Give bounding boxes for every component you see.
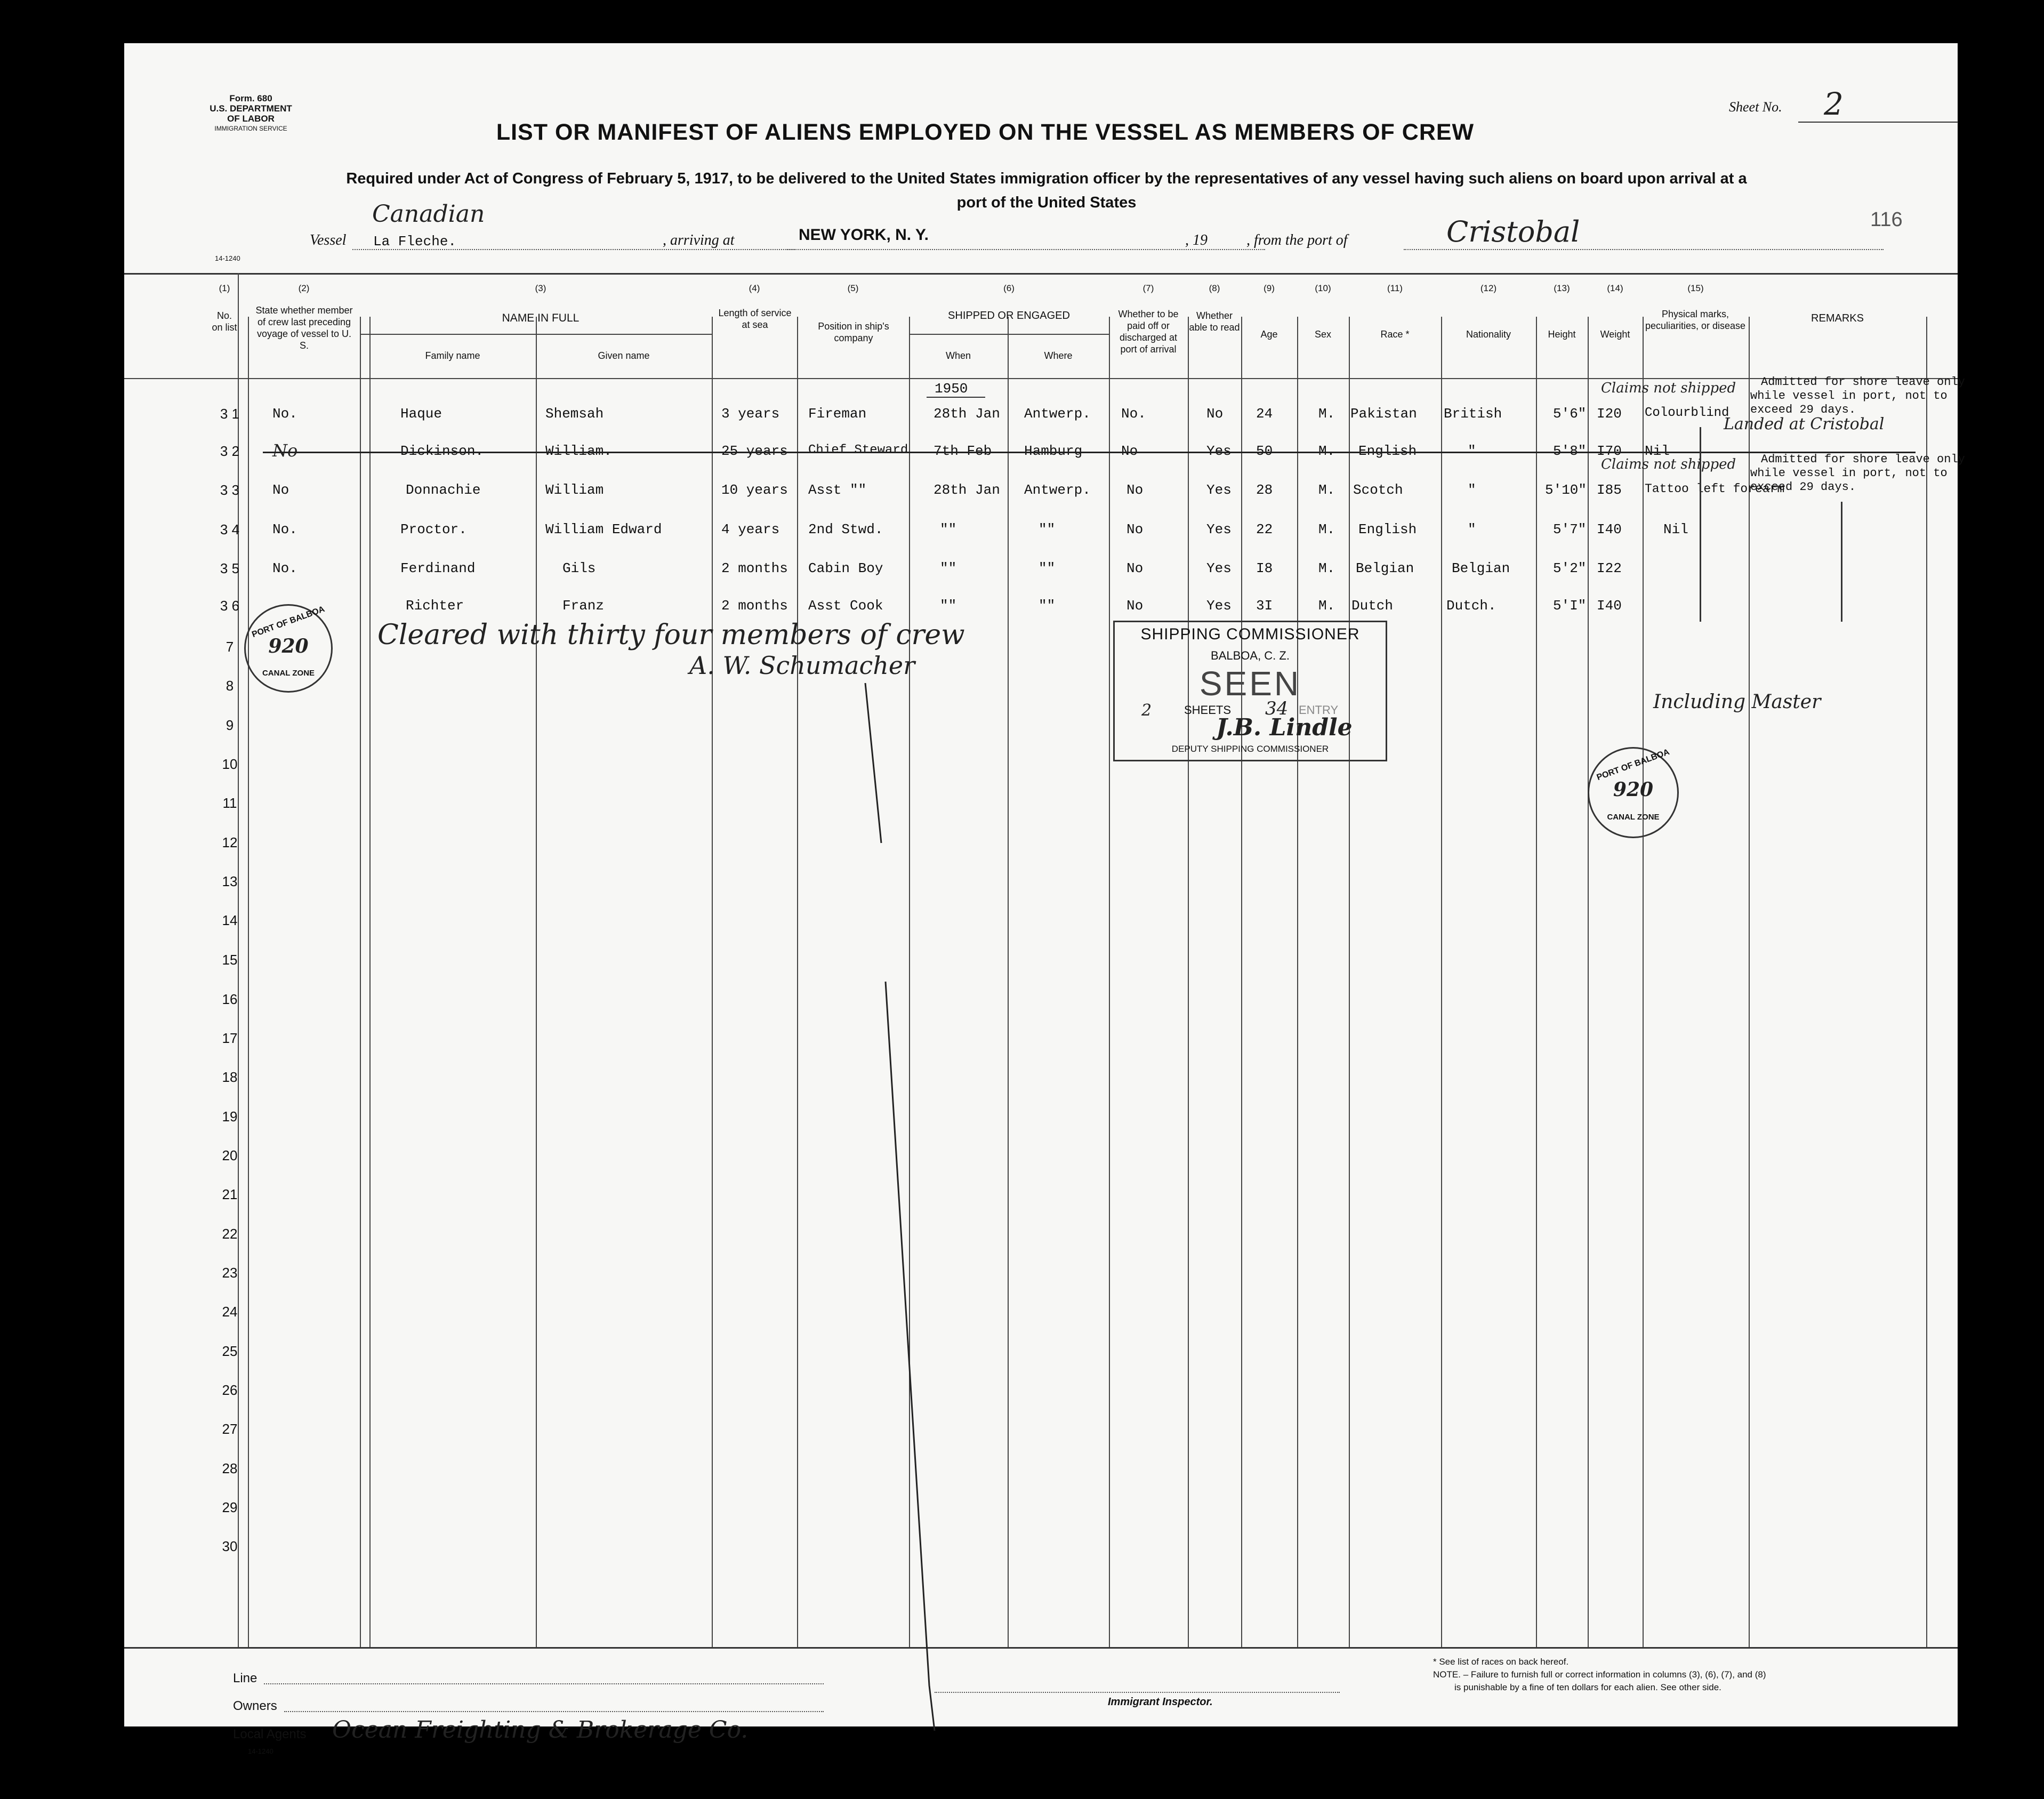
stamp-sheets-label: SHEETS bbox=[1184, 703, 1232, 717]
cell-position: Fireman bbox=[808, 406, 867, 422]
row-number: 7 bbox=[226, 639, 234, 655]
note-label: NOTE. bbox=[1433, 1669, 1461, 1680]
header-length-service: Length of service at sea bbox=[718, 308, 792, 330]
header-age: Age bbox=[1260, 329, 1278, 340]
cell-age: 24 bbox=[1256, 406, 1273, 422]
signature-handwritten: A. W. Schumacher bbox=[689, 651, 915, 680]
cell-age: 3I bbox=[1256, 598, 1273, 614]
stamp-text: CANAL ZONE bbox=[1607, 813, 1660, 822]
column-number: (10) bbox=[1315, 283, 1331, 293]
footer-owners-label: Owners bbox=[233, 1699, 277, 1713]
cell-sex: M. bbox=[1318, 521, 1335, 537]
column-number: (11) bbox=[1387, 283, 1403, 293]
cell-family-name: Haque bbox=[400, 406, 442, 422]
stamp-number: 920 bbox=[268, 635, 309, 657]
header-state-whether: State whether member of crew last preceding voyage of vessel to U. S. bbox=[255, 305, 353, 351]
stamp-text: PORT OF BALBOA bbox=[1595, 747, 1671, 783]
cell-previous-voyage: No. bbox=[272, 560, 297, 576]
inspector-label: Immigrant Inspector. bbox=[1108, 1696, 1213, 1708]
sheet-number: 2 bbox=[1824, 86, 1844, 122]
column-rule bbox=[1188, 317, 1189, 1647]
stamp-entry-label: ENTRY bbox=[1299, 703, 1339, 717]
cell-sex: M. bbox=[1318, 560, 1335, 576]
cell-family-name: Proctor. bbox=[400, 521, 467, 537]
cell-race: Belgian bbox=[1356, 560, 1414, 576]
column-rule bbox=[248, 317, 249, 1647]
department-name: U.S. DEPARTMENT OF LABOR bbox=[210, 103, 292, 124]
cell-position: Asst "" bbox=[808, 482, 867, 498]
cell-previous-voyage: No bbox=[272, 482, 289, 498]
cell-sex: M. bbox=[1318, 598, 1335, 614]
column-number: (8) bbox=[1209, 283, 1220, 293]
table-row bbox=[124, 521, 1958, 543]
cell-length-service: 10 years bbox=[721, 482, 788, 498]
cell-paid-off: No. bbox=[1121, 406, 1146, 422]
row-number: 25 bbox=[222, 1343, 238, 1359]
column-rule bbox=[1643, 317, 1644, 1647]
column-number: (6) bbox=[1003, 283, 1015, 293]
column-rule bbox=[797, 317, 798, 1647]
column-rule bbox=[712, 317, 713, 1647]
column-rule bbox=[1536, 317, 1537, 1647]
column-rule bbox=[1349, 317, 1350, 1647]
cell-given-name: Shemsah bbox=[545, 406, 604, 422]
row-number: 20 bbox=[222, 1147, 238, 1163]
cell-age: 50 bbox=[1256, 443, 1273, 459]
row-number: 12 bbox=[222, 834, 238, 850]
column-rule bbox=[1441, 317, 1442, 1647]
row-number: 15 bbox=[222, 952, 238, 968]
note-text-2: is punishable by a fine of ten dollars for each alien. See other side. bbox=[1454, 1682, 1721, 1692]
stamp-sheets-number: 2 bbox=[1141, 701, 1152, 720]
remark-bracket bbox=[1700, 427, 1701, 622]
remark-text: Admitted for shore leave only bbox=[1761, 375, 1965, 389]
remark-text: while vessel in port, not to bbox=[1750, 389, 1948, 403]
cell-race: Dutch bbox=[1351, 598, 1394, 614]
cell-weight: I20 bbox=[1597, 406, 1622, 422]
footer-agents-value: Ocean Freighting & Brokerage Co. bbox=[332, 1716, 749, 1744]
cleared-note-handwritten: Cleared with thirty four members of crew bbox=[377, 619, 965, 651]
row-number: 19 bbox=[222, 1109, 238, 1125]
port-stamp-right bbox=[1588, 747, 1679, 838]
header-shipped: SHIPPED OR ENGAGED bbox=[948, 310, 1070, 322]
cell-when: 7th Feb bbox=[934, 443, 992, 459]
cell-family-name: Dickinson. bbox=[400, 443, 484, 459]
cell-physical: Nil bbox=[1645, 443, 1670, 459]
cell-given-name: William bbox=[545, 482, 604, 498]
remark-text: Admitted for shore leave only bbox=[1761, 453, 1965, 466]
cell-race: Scotch bbox=[1353, 482, 1403, 498]
cell-height: 5'7" bbox=[1553, 521, 1587, 537]
cell-family-name: Ferdinand bbox=[400, 560, 476, 576]
cell-when: 28th Jan bbox=[934, 482, 1000, 498]
row-number: 28 bbox=[222, 1460, 238, 1476]
row-number: 13 bbox=[222, 873, 238, 889]
cell-nationality: British bbox=[1444, 406, 1502, 422]
cell-previous-voyage: No. bbox=[272, 406, 297, 422]
cell-when: "" bbox=[940, 598, 957, 614]
cell-nationality: " bbox=[1468, 482, 1476, 498]
table-row bbox=[124, 560, 1958, 582]
cell-paid-off: No bbox=[1126, 598, 1144, 614]
stamp-text: PORT OF BALBOA bbox=[251, 604, 326, 640]
cell-sex: M. bbox=[1318, 406, 1335, 422]
footer-line-underline bbox=[264, 1683, 824, 1684]
cell-weight: I40 bbox=[1597, 598, 1622, 614]
cell-length-service: 2 months bbox=[721, 598, 788, 614]
column-number: (15) bbox=[1687, 283, 1704, 293]
row-number: 14 bbox=[222, 912, 238, 928]
cell-position: 2nd Stwd. bbox=[808, 521, 883, 537]
row-number: 24 bbox=[222, 1304, 238, 1320]
cell-race: Pakistan bbox=[1350, 406, 1417, 422]
cell-race: English bbox=[1358, 443, 1417, 459]
cell-paid-off: No bbox=[1126, 521, 1144, 537]
cell-paid-off: No bbox=[1126, 560, 1144, 576]
note-races: * See list of races on back hereof. bbox=[1433, 1657, 1569, 1667]
cell-position: Cabin Boy bbox=[808, 560, 883, 576]
cell-where: "" bbox=[1039, 521, 1056, 537]
stamp-signature: J.B. Lindle bbox=[1216, 714, 1353, 741]
page-title: LIST OR MANIFEST OF ALIENS EMPLOYED ON THE VESSEL AS MEMBERS OF CREW bbox=[496, 119, 1475, 145]
column-rule bbox=[1241, 317, 1242, 1647]
column-rule bbox=[1297, 317, 1298, 1647]
cell-where: "" bbox=[1039, 598, 1056, 614]
stamp-seen: SEEN bbox=[1199, 664, 1301, 703]
row-number: 29 bbox=[222, 1499, 238, 1515]
row-number: 10 bbox=[222, 756, 238, 772]
footer-note bbox=[1433, 1656, 1940, 1694]
remark-handwritten: Claims not shipped bbox=[1601, 456, 1736, 472]
cell-weight: I40 bbox=[1597, 521, 1622, 537]
header-bottom-rule bbox=[124, 378, 1958, 379]
cell-nationality: " bbox=[1468, 521, 1476, 537]
row-number: 3 5 bbox=[220, 560, 240, 576]
arriving-underline bbox=[785, 249, 1265, 250]
row-number: 26 bbox=[222, 1382, 238, 1398]
cell-weight: I70 bbox=[1597, 443, 1622, 459]
year-note: 1950 bbox=[935, 381, 968, 397]
remark-text: exceed 29 days. bbox=[1750, 480, 1856, 494]
cell-when: "" bbox=[940, 521, 957, 537]
column-rule bbox=[536, 317, 537, 1647]
cell-able-read: Yes bbox=[1206, 521, 1232, 537]
vessel-name: La Fleche. bbox=[373, 234, 457, 250]
stamp-number: 920 bbox=[1613, 778, 1654, 801]
form-number: Form. 680 bbox=[229, 93, 272, 103]
header-height: Height bbox=[1548, 329, 1576, 340]
row-number: 3 2 bbox=[220, 443, 240, 459]
footer-owners-underline bbox=[284, 1711, 824, 1712]
remark-text: while vessel in port, not to bbox=[1750, 467, 1948, 480]
column-rule bbox=[1749, 317, 1750, 1647]
cell-height: 5'6" bbox=[1553, 406, 1587, 422]
cell-nationality: " bbox=[1468, 443, 1476, 459]
cell-able-read: Yes bbox=[1206, 560, 1232, 576]
cell-length-service: 3 years bbox=[721, 406, 780, 422]
header-nationality: Nationality bbox=[1466, 329, 1511, 340]
cell-sex: M. bbox=[1318, 482, 1335, 498]
cell-position: Asst Cook bbox=[808, 598, 883, 614]
cell-age: 22 bbox=[1256, 521, 1273, 537]
column-rule bbox=[1109, 317, 1110, 1647]
cell-family-name: Donnachie bbox=[406, 482, 481, 498]
remark-text: exceed 29 days. bbox=[1750, 403, 1856, 416]
cell-paid-off: No bbox=[1121, 443, 1138, 459]
column-number: (12) bbox=[1480, 283, 1497, 293]
cell-given-name: William. bbox=[545, 443, 612, 459]
header-race: Race * bbox=[1380, 329, 1410, 340]
cell-height: 5'10" bbox=[1545, 482, 1587, 498]
footer-print-code: 14-1240 bbox=[248, 1747, 273, 1755]
row-number: 22 bbox=[222, 1226, 238, 1242]
row-number: 3 3 bbox=[220, 482, 240, 498]
shipped-subheader-rule bbox=[909, 334, 1109, 335]
pen-stroke bbox=[860, 683, 945, 1739]
row-number: 9 bbox=[226, 717, 234, 733]
cell-sex: M. bbox=[1318, 443, 1335, 459]
column-rule bbox=[1008, 317, 1009, 1647]
cell-position: Chief Steward bbox=[808, 443, 908, 457]
cell-where: Hamburg bbox=[1024, 443, 1083, 459]
service-name: IMMIGRATION SERVICE bbox=[214, 125, 287, 132]
cell-age: I8 bbox=[1256, 560, 1273, 576]
cell-given-name: Franz bbox=[562, 598, 605, 614]
cell-nationality: Dutch. bbox=[1446, 598, 1496, 614]
cell-where: Antwerp. bbox=[1024, 482, 1091, 498]
stamp-sheets-count: 34 bbox=[1265, 698, 1289, 719]
cell-family-name: Richter bbox=[406, 598, 464, 614]
column-number: (13) bbox=[1554, 283, 1570, 293]
footer-line-label: Line bbox=[233, 1671, 257, 1685]
cell-previous-voyage: No. bbox=[272, 521, 297, 537]
from-port-underline bbox=[1404, 249, 1884, 250]
year-label: , 19 bbox=[1185, 232, 1208, 248]
row-number: 3 4 bbox=[220, 521, 240, 537]
table-row bbox=[124, 598, 1958, 619]
cell-where: Antwerp. bbox=[1024, 406, 1091, 422]
row-number: 3 6 bbox=[220, 598, 240, 614]
column-rule bbox=[369, 317, 371, 1647]
header-position: Position in ship's company bbox=[818, 321, 889, 343]
header-paid-off: Whether to be paid off or discharged at port of arrival bbox=[1118, 309, 1179, 355]
footer-agents-label: Local Agents bbox=[233, 1727, 307, 1741]
column-number: (9) bbox=[1264, 283, 1275, 293]
cell-length-service: 4 years bbox=[721, 521, 780, 537]
cell-length-service: 2 months bbox=[721, 560, 788, 576]
header-family-name: Family name bbox=[425, 350, 480, 361]
cell-weight: I22 bbox=[1597, 560, 1622, 576]
cell-length-service: 25 years bbox=[721, 443, 788, 459]
cell-given-name: Gils bbox=[562, 560, 596, 576]
stamp-deputy: DEPUTY SHIPPING COMMISSIONER bbox=[1171, 744, 1329, 754]
cell-able-read: No bbox=[1206, 406, 1224, 422]
column-number: (2) bbox=[298, 283, 310, 293]
cell-able-read: Yes bbox=[1206, 598, 1232, 614]
row-number: 27 bbox=[222, 1421, 238, 1437]
year-note-underline bbox=[927, 397, 985, 398]
row-number: 18 bbox=[222, 1069, 238, 1085]
cell-nationality: Belgian bbox=[1452, 560, 1510, 576]
cell-height: 5'8" bbox=[1553, 443, 1587, 459]
shipping-commissioner-stamp bbox=[1113, 621, 1387, 761]
table-row bbox=[124, 406, 1958, 427]
port-stamp-left bbox=[244, 604, 333, 693]
column-number: (3) bbox=[535, 283, 546, 293]
from-port-value: Cristobal bbox=[1446, 215, 1580, 248]
cell-physical: Tattoo left forearm bbox=[1645, 482, 1785, 496]
column-number: (5) bbox=[847, 283, 859, 293]
vessel-prefix-handwritten: Canadian bbox=[372, 200, 485, 228]
print-code: 14-1240 bbox=[215, 254, 240, 262]
vessel-underline bbox=[352, 249, 795, 250]
cell-when: 28th Jan bbox=[934, 406, 1000, 422]
cell-previous-voyage: No bbox=[272, 440, 298, 461]
arriving-label: , arriving at bbox=[663, 232, 735, 248]
remark-row-1 bbox=[1724, 375, 1965, 417]
form-header bbox=[204, 93, 297, 134]
column-number: (14) bbox=[1607, 283, 1623, 293]
strike-through-line bbox=[263, 452, 1916, 453]
stamp-place: BALBOA, C. Z. bbox=[1211, 649, 1290, 662]
header-sex: Sex bbox=[1314, 329, 1332, 340]
column-rule bbox=[1588, 317, 1589, 1647]
header-where: Where bbox=[1044, 350, 1073, 361]
column-rule bbox=[360, 317, 361, 1647]
inspector-signature-line bbox=[935, 1692, 1340, 1693]
header-physical: Physical marks, peculiarities, or disease bbox=[1645, 309, 1746, 331]
row-number: 11 bbox=[222, 795, 237, 811]
reference-number: 116 bbox=[1870, 208, 1903, 231]
column-number: (7) bbox=[1142, 283, 1154, 293]
cell-physical: Colourblind bbox=[1645, 406, 1729, 420]
remark-handwritten: Claims not shipped bbox=[1601, 380, 1736, 396]
arriving-port: NEW YORK, N. Y. bbox=[799, 226, 929, 244]
cell-race: English bbox=[1358, 521, 1417, 537]
note-text: – Failure to furnish full or correct information in columns (3), (6), (7), and (8) bbox=[1463, 1669, 1766, 1680]
subtitle-line-2: port of the United States bbox=[956, 194, 1137, 211]
including-master-note: Including Master bbox=[1653, 691, 1821, 713]
cell-paid-off: No bbox=[1126, 482, 1144, 498]
cell-age: 28 bbox=[1256, 482, 1273, 498]
column-number: (1) bbox=[219, 283, 230, 293]
table-row bbox=[124, 482, 1958, 503]
sheet-label: Sheet No. bbox=[1729, 99, 1782, 115]
remark-row-3 bbox=[1724, 453, 1965, 494]
stamp-text: CANAL ZONE bbox=[262, 669, 315, 678]
row-number: 17 bbox=[222, 1030, 238, 1046]
row-number: 3 1 bbox=[220, 406, 240, 422]
header-no-on-list: No. on list bbox=[212, 310, 237, 333]
row-number: 30 bbox=[222, 1538, 238, 1554]
from-port-label: , from the port of bbox=[1246, 232, 1348, 248]
cell-weight: I85 bbox=[1597, 482, 1622, 498]
remark-handwritten: Landed at Cristobal bbox=[1724, 415, 1885, 433]
cell-where: "" bbox=[1039, 560, 1056, 576]
header-when: When bbox=[945, 350, 971, 361]
cell-height: 5'2" bbox=[1553, 560, 1587, 576]
column-number: (4) bbox=[749, 283, 760, 293]
cell-able-read: Yes bbox=[1206, 482, 1232, 498]
row-number: 21 bbox=[222, 1186, 238, 1202]
cell-when: "" bbox=[940, 560, 957, 576]
cell-physical: Nil bbox=[1663, 521, 1688, 537]
row-number: 8 bbox=[226, 678, 234, 694]
header-given-name: Given name bbox=[598, 350, 650, 361]
column-rule bbox=[1926, 317, 1927, 1647]
stamp-title: SHIPPING COMMISSIONER bbox=[1140, 625, 1360, 643]
vessel-label: Vessel bbox=[310, 232, 347, 248]
cell-given-name: William Edward bbox=[545, 521, 662, 537]
subtitle-line-1: Required under Act of Congress of February 5, 1917, to be delivered to the United States immigration officer by the representatives of any vessel having such aliens on board upon arrival at a bbox=[346, 170, 1747, 187]
table-bottom-rule bbox=[124, 1647, 1958, 1649]
header-able-read: Whether able to read bbox=[1189, 310, 1240, 333]
cell-height: 5'I" bbox=[1553, 598, 1587, 614]
remark-bracket bbox=[1841, 502, 1842, 622]
manifest-page bbox=[124, 43, 1965, 1755]
table-top-rule bbox=[124, 273, 1958, 275]
cell-able-read: Yes bbox=[1206, 443, 1232, 459]
header-name-in-full: NAME IN FULL bbox=[502, 312, 580, 324]
header-weight: Weight bbox=[1600, 329, 1630, 340]
sheet-underline bbox=[1798, 122, 1958, 123]
header-remarks: REMARKS bbox=[1811, 312, 1864, 324]
row-number: 16 bbox=[222, 991, 238, 1007]
row-number: 23 bbox=[222, 1265, 238, 1281]
